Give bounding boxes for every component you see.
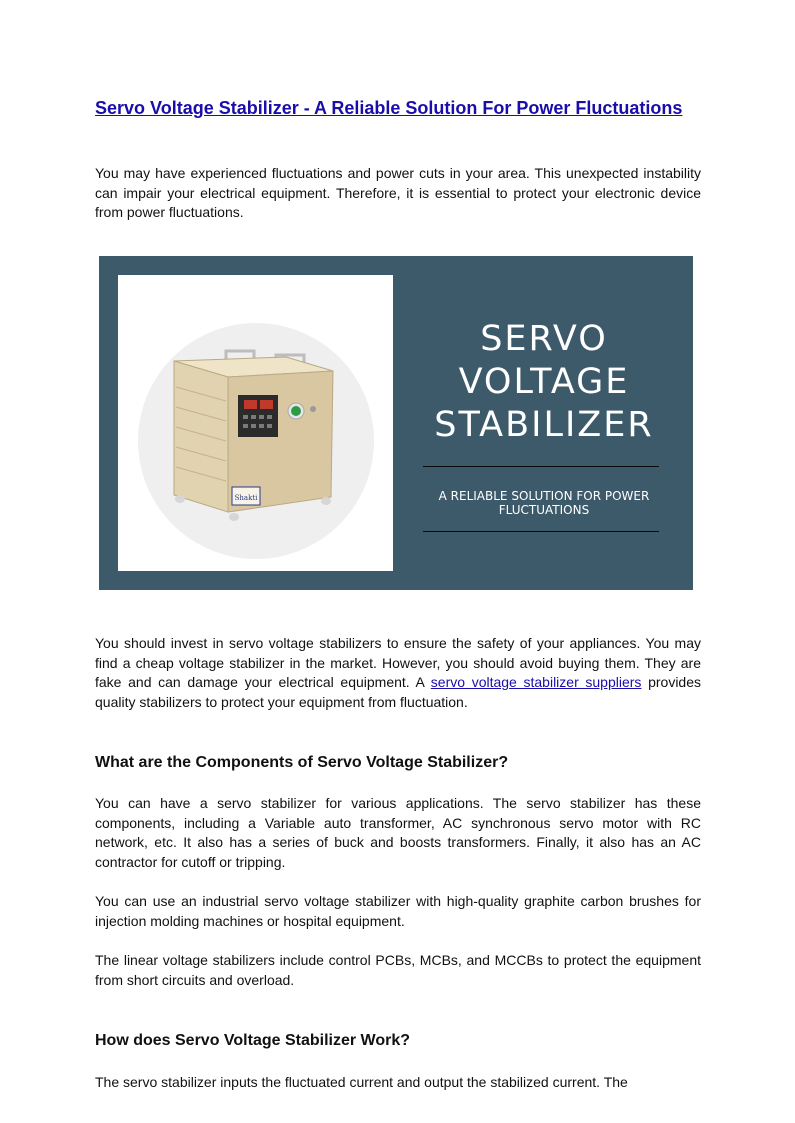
intro-paragraph: You may have experienced fluctuations and power cuts in your area. This unexpected instability can impair your electrical equipment. Therefore, it is essential to protect your electronic device from power fluctuations. bbox=[95, 165, 701, 221]
supplier-link[interactable]: servo voltage stabilizer suppliers bbox=[430, 674, 642, 691]
brushes-paragraph: You can use an industrial servo voltage stabilizer with high-quality graphite carbon brushes for injection molding machines or hospital equipment. bbox=[95, 893, 701, 929]
banner-heading-line: VOLTAGE bbox=[458, 362, 630, 402]
paragraph-text: You should invest in servo voltage stabilizers to ensure the safety of your appliances. You may find a cheap voltage stabilizer in the market. However, you should avoid buying them. They are fake and can damage your electrical equipment. A bbox=[95, 635, 701, 691]
how-it-works-paragraph: The servo stabilizer inputs the fluctuated current and output the stabilized current. The bbox=[95, 1074, 628, 1090]
protection-paragraph: The linear voltage stabilizers include control PCBs, MCBs, and MCCBs to protect the equipment from short circuits and overload. bbox=[95, 952, 701, 988]
investment-paragraph bbox=[95, 634, 701, 712]
components-heading: What are the Components of Servo Voltage Stabilizer? bbox=[95, 754, 509, 771]
banner-heading-line: STABILIZER bbox=[434, 405, 654, 445]
banner-divider bbox=[423, 466, 659, 467]
banner-divider bbox=[423, 531, 659, 532]
banner-heading-line: SERVO bbox=[480, 319, 608, 359]
servo-stabilizer-illustration bbox=[168, 347, 338, 522]
components-paragraph: You can have a servo stabilizer for various applications. The servo stabilizer has these components, including a Variable auto transformer, AC synchronous servo motor with RC network, etc. It also has a series of buck and boosts transformers. Finally, it also has an AC contractor for cutoff or tripping. bbox=[95, 795, 701, 870]
product-photo bbox=[118, 275, 393, 571]
document-title[interactable]: Servo Voltage Stabilizer - A Reliable Solution For Power Fluctuations bbox=[95, 98, 683, 118]
brand-plate-text: Shakti bbox=[234, 494, 258, 502]
paragraph-text: provides quality stabilizers to protect your equipment from fluctuation. bbox=[95, 674, 701, 710]
banner-subtitle: A RELIABLE SOLUTION FOR POWER FLUCTUATIONS bbox=[438, 489, 650, 517]
how-it-works-heading: How does Servo Voltage Stabilizer Work? bbox=[95, 1032, 411, 1049]
banner-image bbox=[99, 256, 693, 590]
banner-heading bbox=[404, 318, 684, 447]
